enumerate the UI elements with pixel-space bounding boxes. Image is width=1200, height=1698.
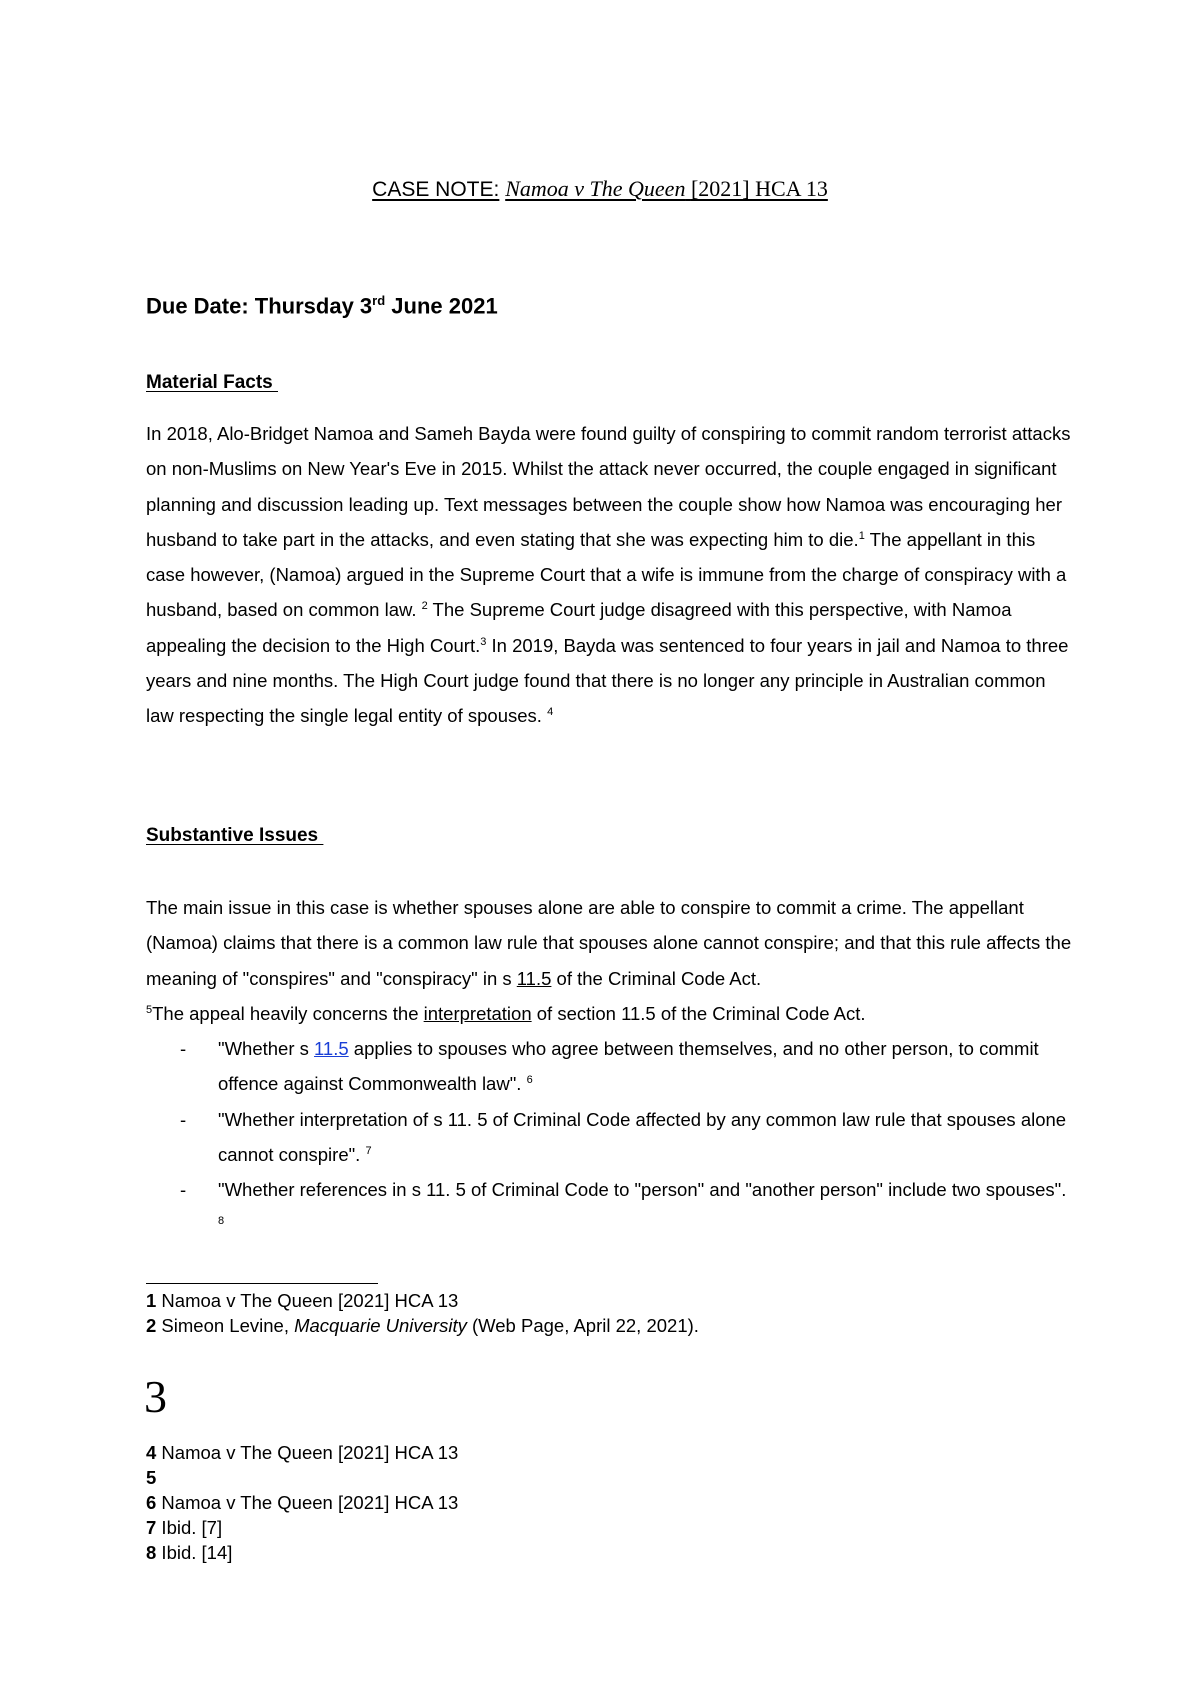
issues-text-4: of section 11.5 of the Criminal Code Act. [531,1002,866,1024]
section-11-5-link[interactable]: 11.5 [314,1038,349,1059]
due-date [146,286,498,321]
footnote-number: 4 [146,1442,157,1463]
bullet-dash: - [180,1179,187,1201]
title-citation: [2021] HCA 13 [690,176,828,201]
footnote-ref-2: 2 [421,600,428,613]
bullet-text: "Whether references in s 11. 5 of Criminal Code to "person" and "another person" include two spouses". [218,1179,1067,1201]
footnote-number: 2 [146,1315,157,1336]
footnote-ref-5: 5 [146,1003,153,1016]
substantive-issues-heading: Substantive Issues [146,825,324,846]
bullet-dash: - [180,1108,187,1130]
footnote-number: 6 [146,1492,157,1513]
material-text-1: In 2018, Alo-Bridget Namoa and Sameh Bayda were found guilty of conspiring to commit random terrorist attacks on non-Muslims on New Year's Eve in 2015. Whilst the attack never occurred, the couple engaged in significant planning and discussion leading up. Text messages between the couple show how Namoa was encouraging her husband to take part in the attacks, and even stating that she was expecting him to die. [146,423,1071,550]
footnote-text: Ibid. [14] [156,1542,233,1563]
due-date-rest: June 2021 [385,293,498,319]
issues-bullet-list [146,1031,1076,1243]
bullet-item [146,1102,1076,1173]
issues-paragraph [146,890,1076,1031]
footnote-ref-1: 1 [858,529,865,542]
bullet-item [146,1031,1076,1102]
bullet-text-pre: "Whether s [218,1038,315,1059]
footnote-item [146,1515,458,1540]
document-title [0,173,1200,206]
case-name-italic: Namoa v The Queen [505,176,686,201]
issues-text-2: of the Criminal Code Act. [551,967,762,989]
due-date-ordinal: rd [372,293,386,308]
footnote-item [146,1288,699,1313]
material-text-3: The Supreme Court judge disagreed with this perspective, with Namoa appealing the decision to the High Court. [146,599,1012,656]
section-ref-11-5: 11.5 [516,967,552,989]
issues-text-1: The main issue in this case is whether spouses alone are able to conspire to commit a crime. The appellant (Namoa) claims that there is a common law rule that spouses alone cannot conspire; and that this rule affects the meaning of "conspires" and "conspiracy" in s [146,897,1072,989]
footnote-item [146,1440,458,1465]
footnote-ref-3: 3 [480,635,487,648]
bullet-dash: - [180,1038,187,1059]
footnote-text: Ibid. [7] [156,1517,223,1538]
footnote-number: 8 [146,1542,157,1563]
material-facts-heading: Material Facts [146,372,278,393]
footnotes-bottom [146,1440,458,1565]
footnote-text-post: (Web Page, April 22, 2021). [466,1315,699,1336]
footnote-item [146,1540,458,1565]
footnote-item [146,1465,458,1490]
footnote-3-large-number: 3 [144,1371,167,1422]
due-date-label: Due Date: Thursday 3 [146,293,373,319]
material-text-2: The appellant in this case however, (Namoa) argued in the Supreme Court that a wife is immune from the charge of conspiracy with a husband, based on common law. [146,528,1067,621]
footnote-text: Namoa v The Queen [2021] HCA 13 [156,1492,459,1513]
material-facts-paragraph [146,416,1076,734]
footnote-item [146,1313,699,1338]
footnote-ref-8: 8 [218,1215,225,1228]
footnote-separator [146,1283,378,1284]
footnotes-top [146,1288,699,1338]
footnote-item [146,1490,458,1515]
footnote-number: 1 [146,1290,157,1311]
footnote-ref-7: 7 [365,1144,372,1157]
footnote-number: 7 [146,1517,157,1538]
footnote-ref-6: 6 [526,1074,533,1087]
title-prefix: CASE NOTE: [372,178,500,201]
footnote-text-italic: Macquarie University [294,1315,467,1336]
interpretation-term: interpretation [423,1002,532,1024]
footnote-number: 5 [146,1467,157,1488]
footnote-text: Namoa v The Queen [2021] HCA 13 [156,1442,459,1463]
footnote-text-pre: Simeon Levine, [156,1315,295,1336]
bullet-item [146,1172,1076,1243]
material-text-4: In 2019, Bayda was sentenced to four years in jail and Namoa to three years and nine months. The High Court judge found that there is no longer any principle in Australian common law respecting the single legal entity of spouses. [146,634,1069,727]
title-case-name [505,176,685,201]
issues-text-3: The appeal heavily concerns the [152,1002,424,1024]
bullet-text: "Whether interpretation of s 11. 5 of Criminal Code affected by any common law rule that spouses alone cannot conspire". [218,1108,1067,1165]
footnote-text: Namoa v The Queen [2021] HCA 13 [156,1290,459,1311]
footnote-ref-4: 4 [547,706,554,719]
bullet-text-post: applies to spouses who agree between themselves, and no other person, to commit offence against Commonwealth law". [218,1038,1039,1095]
